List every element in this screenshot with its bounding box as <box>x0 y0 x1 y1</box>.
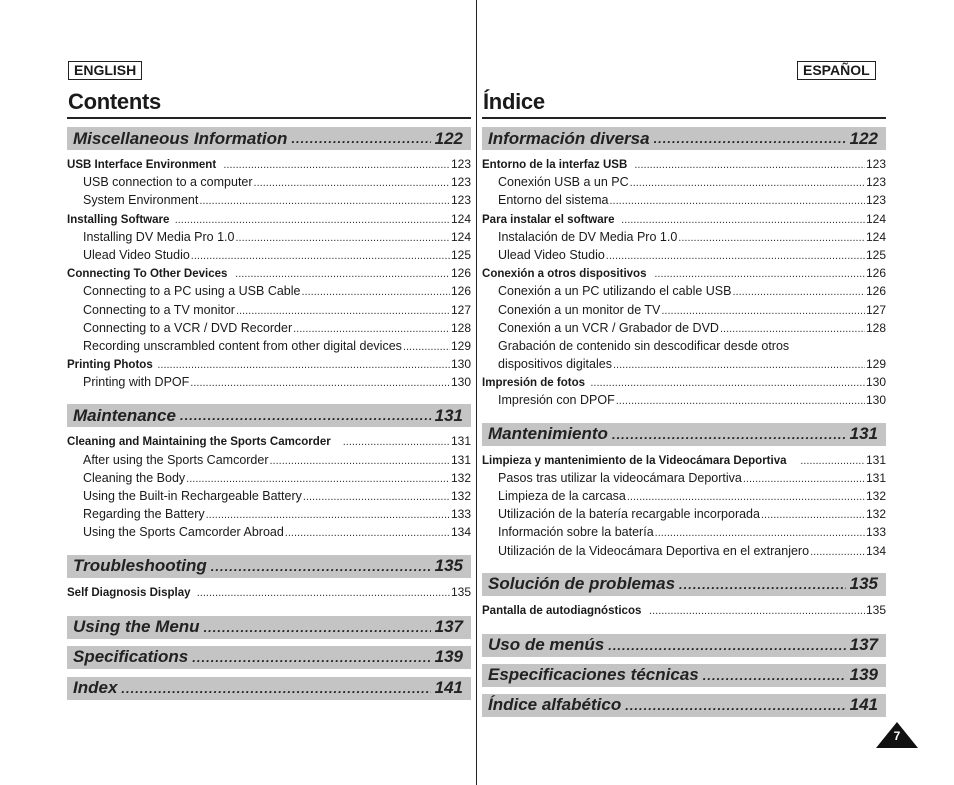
entry-title: Connecting to a PC using a USB Cable <box>83 284 301 299</box>
dot-leader <box>761 506 865 524</box>
toc-subentry[interactable] <box>67 191 471 209</box>
section-page: 135 <box>434 556 463 576</box>
toc-entry[interactable] <box>482 451 886 469</box>
entry-page: 127 <box>865 302 886 317</box>
dot-leader <box>175 211 450 229</box>
entry-title: Printing with DPOF <box>83 375 190 390</box>
toc-subentry[interactable] <box>67 282 471 300</box>
section-heading[interactable] <box>67 404 471 427</box>
spacer <box>67 669 471 677</box>
entry-page: 128 <box>450 320 471 335</box>
dot-leader <box>609 192 864 210</box>
entry-page: 135 <box>450 584 471 599</box>
dot-leader <box>612 427 846 442</box>
column-divider <box>476 0 477 785</box>
entry-page: 126 <box>865 284 886 299</box>
entry-title: Información sobre la batería <box>498 525 654 540</box>
toc-subentry[interactable] <box>482 228 886 246</box>
entry-page: 131 <box>865 470 886 485</box>
entry-title: Conexión a otros dispositivos <box>482 266 647 281</box>
entry-page: 123 <box>450 193 471 208</box>
spanish-toc <box>482 127 886 717</box>
entry-title: Recording unscrambled content from other digital devices <box>83 338 402 353</box>
heading-rule-english <box>67 117 471 119</box>
dot-leader <box>235 229 450 247</box>
entry-page: 124 <box>865 211 886 226</box>
spacer <box>67 639 471 646</box>
dot-leader <box>302 283 450 301</box>
section-title: Troubleshooting <box>73 556 207 576</box>
toc-subentry[interactable] <box>67 337 471 355</box>
entry-page: 128 <box>865 320 886 335</box>
entry-title: Conexión USB a un PC <box>498 175 629 190</box>
dot-leader <box>654 131 846 146</box>
spacer <box>482 624 886 634</box>
section-page: 139 <box>434 647 463 667</box>
indice-heading: Índice <box>483 89 545 114</box>
toc-entry[interactable] <box>482 264 886 282</box>
section-entries <box>482 150 886 415</box>
page-number: 7 <box>893 729 901 743</box>
toc-subentry[interactable] <box>67 505 471 523</box>
section-title: Miscellaneous Information <box>73 128 288 148</box>
entry-page: 125 <box>865 247 886 262</box>
dot-leader <box>235 265 450 283</box>
section-page: 131 <box>434 405 463 425</box>
section-title: Índice alfabético <box>488 695 622 715</box>
toc-subentry[interactable] <box>482 355 886 373</box>
entry-title: Impresión de fotos <box>482 375 586 390</box>
section-title: Especificaciones técnicas <box>488 665 699 685</box>
toc-subentry[interactable] <box>67 523 471 541</box>
section-heading[interactable] <box>482 127 886 150</box>
entry-title: Utilización de la Videocámara Deportiva en el extranjero <box>498 543 810 558</box>
section-entries <box>482 446 886 565</box>
dot-leader <box>186 470 450 488</box>
toc-subentry[interactable] <box>482 487 886 505</box>
section-title: Specifications <box>73 647 189 667</box>
toc-subentry[interactable] <box>67 228 471 246</box>
dot-leader <box>204 620 431 635</box>
entry-page: 130 <box>450 357 471 372</box>
entry-page: 129 <box>865 357 886 372</box>
contents-heading: Contents <box>68 89 161 114</box>
section-heading[interactable] <box>482 694 886 717</box>
toc-subentry[interactable] <box>482 191 886 209</box>
entry-title: Conexión a un PC utilizando el cable USB <box>498 284 732 299</box>
entry-title: Connecting To Other Devices <box>67 266 228 281</box>
dot-leader <box>293 320 450 338</box>
toc-subentry[interactable] <box>482 173 886 191</box>
dot-leader <box>613 356 865 374</box>
dot-leader <box>211 559 431 574</box>
dot-leader <box>621 211 865 229</box>
dot-leader <box>720 320 865 338</box>
section-page: 137 <box>434 617 463 637</box>
entry-page: 131 <box>450 434 471 449</box>
dot-leader <box>285 524 450 542</box>
spacer <box>67 606 471 616</box>
toc-subentry[interactable] <box>482 505 886 523</box>
entry-page: 132 <box>865 489 886 503</box>
dot-leader <box>634 156 865 174</box>
spacer <box>482 565 886 573</box>
spacer <box>67 396 471 404</box>
entry-page: 133 <box>865 525 886 540</box>
entry-page: 124 <box>450 211 471 226</box>
entry-title: Regarding the Battery <box>83 507 205 522</box>
section-title: Using the Menu <box>73 617 200 637</box>
spacer <box>482 687 886 694</box>
dot-leader <box>121 681 430 696</box>
section-page: 122 <box>849 128 878 148</box>
dot-leader <box>291 131 430 146</box>
toc-subentry[interactable] <box>67 173 471 191</box>
entry-title: USB connection to a computer <box>83 175 253 190</box>
entry-page: 124 <box>865 229 886 244</box>
entry-page: 129 <box>450 338 471 353</box>
entry-title: Limpieza y mantenimiento de la Videocámara Deportiva <box>482 452 787 467</box>
section-title: Mantenimiento <box>488 424 608 444</box>
entry-title: Conexión a un VCR / Grabador de DVD <box>498 320 719 335</box>
section-entries <box>482 596 886 624</box>
dot-leader <box>627 488 865 506</box>
entry-page: 130 <box>450 375 471 390</box>
dot-leader <box>223 156 450 174</box>
toc-subentry[interactable] <box>67 246 471 264</box>
toc-subentry[interactable] <box>482 542 886 560</box>
section-title: Index <box>73 678 118 698</box>
section-heading[interactable] <box>67 616 471 639</box>
toc-entry[interactable] <box>482 373 886 391</box>
section-page: 135 <box>849 574 878 594</box>
section-page: 141 <box>434 678 463 698</box>
entry-page: 130 <box>865 393 886 408</box>
section-title: Uso de menús <box>488 635 605 655</box>
section-entries <box>67 578 471 606</box>
section-heading[interactable] <box>67 646 471 669</box>
toc-subentry[interactable] <box>482 523 886 541</box>
entry-title: Ulead Video Studio <box>498 247 605 262</box>
dot-leader <box>608 638 845 653</box>
toc-subentry[interactable] <box>67 487 471 505</box>
toc-subentry[interactable] <box>67 469 471 487</box>
dot-leader <box>270 452 450 470</box>
entry-title: System Environment <box>83 193 199 208</box>
section-title: Información diversa <box>488 128 650 148</box>
section-page: 122 <box>434 128 463 148</box>
dot-leader <box>630 174 865 192</box>
entry-title: Installing DV Media Pro 1.0 <box>83 229 235 244</box>
entry-page: 135 <box>865 602 886 617</box>
dot-leader <box>303 488 450 506</box>
dot-leader <box>703 668 846 683</box>
toc-subentry[interactable] <box>67 373 471 391</box>
entry-page: 133 <box>450 507 471 522</box>
section-page: 131 <box>849 424 878 444</box>
dot-leader <box>199 192 450 210</box>
entry-title: Pasos tras utilizar la videocámara Deportiva <box>498 470 742 485</box>
section-page: 137 <box>849 635 878 655</box>
english-toc <box>67 127 471 700</box>
entry-title: Self Diagnosis Display <box>67 584 191 599</box>
entry-page: 134 <box>865 543 886 558</box>
dot-leader <box>606 247 865 265</box>
dot-leader <box>678 229 865 247</box>
entry-title: Printing Photos <box>67 357 153 372</box>
spacer <box>482 657 886 664</box>
heading-rule-spanish <box>482 117 886 119</box>
entry-page: 123 <box>865 193 886 208</box>
entry-page: 131 <box>450 452 471 467</box>
dot-leader <box>810 543 865 561</box>
dot-leader <box>616 392 865 410</box>
toc-subentry[interactable] <box>482 301 886 319</box>
entry-page: 123 <box>865 157 886 171</box>
entry-title: Para instalar el software <box>482 211 615 226</box>
toc-entry[interactable] <box>482 210 886 228</box>
dot-leader <box>206 506 450 524</box>
spacer <box>67 547 471 555</box>
entry-title: Entorno del sistema <box>498 193 609 208</box>
dot-leader <box>661 302 865 320</box>
section-heading[interactable] <box>67 677 471 700</box>
entry-title: Grabación de contenido sin descodificar desde otros <box>498 338 790 353</box>
section-page: 141 <box>849 695 878 715</box>
dot-leader <box>254 174 450 192</box>
dot-leader <box>649 602 865 620</box>
entry-page: 125 <box>450 247 471 262</box>
dot-leader <box>157 356 450 374</box>
entry-page: 132 <box>450 489 471 503</box>
entry-title: Cleaning and Maintaining the Sports Camcorder <box>67 434 331 449</box>
toc-subentry[interactable] <box>482 246 886 264</box>
section-heading[interactable] <box>482 573 886 596</box>
entry-title: USB Interface Environment <box>67 157 217 171</box>
entry-title: Connecting to a TV monitor <box>83 302 235 317</box>
toc-subentry[interactable] <box>482 319 886 337</box>
dot-leader <box>590 374 865 392</box>
entry-page: 124 <box>450 229 471 244</box>
entry-title: Conexión a un monitor de TV <box>498 302 661 317</box>
dot-leader <box>236 302 450 320</box>
entry-page: 127 <box>450 302 471 317</box>
entry-title: Using the Sports Camcorder Abroad <box>83 525 284 540</box>
section-title: Maintenance <box>73 405 176 425</box>
toc-subentry[interactable] <box>482 282 886 300</box>
toc-subentry[interactable] <box>67 451 471 469</box>
entry-page: 126 <box>865 266 886 281</box>
dot-leader <box>190 374 450 392</box>
entry-title: Entorno de la interfaz USB <box>482 157 628 171</box>
entry-page: 132 <box>450 470 471 485</box>
language-badge-spanish: ESPAÑOL <box>797 61 876 80</box>
entry-title: Ulead Video Studio <box>83 247 190 262</box>
entry-page: 130 <box>865 375 886 390</box>
entry-title: Pantalla de autodiagnósticos <box>482 602 642 617</box>
entry-page: 126 <box>450 284 471 299</box>
dot-leader <box>191 247 450 265</box>
section-heading[interactable] <box>67 555 471 578</box>
section-heading[interactable] <box>482 634 886 657</box>
entry-title: Using the Built-in Rechargeable Battery <box>83 489 302 503</box>
toc-subentry[interactable] <box>67 319 471 337</box>
dot-leader <box>403 338 450 356</box>
toc-subentry[interactable] <box>67 301 471 319</box>
entry-title: dispositivos digitales <box>498 357 612 372</box>
toc-subentry[interactable] <box>482 391 886 409</box>
toc-entry[interactable] <box>482 601 886 619</box>
language-badge-english: ENGLISH <box>68 61 142 80</box>
toc-entry[interactable] <box>67 264 471 282</box>
section-heading[interactable] <box>67 127 471 150</box>
entry-title: Limpieza de la carcasa <box>498 489 626 503</box>
entry-page: 123 <box>450 175 471 190</box>
entry-title: Connecting to a VCR / DVD Recorder <box>83 320 293 335</box>
entry-title: Cleaning the Body <box>83 470 186 485</box>
dot-leader <box>625 698 845 713</box>
dot-leader <box>800 452 865 470</box>
section-title: Solución de problemas <box>488 574 676 594</box>
section-entries <box>67 150 471 396</box>
toc-subentry[interactable] <box>482 337 886 355</box>
entry-title: Utilización de la batería recargable incorporada <box>498 507 760 522</box>
dot-leader <box>679 577 846 592</box>
section-entries <box>67 427 471 546</box>
dot-leader <box>654 265 865 283</box>
section-heading[interactable] <box>482 423 886 446</box>
dot-leader <box>655 524 865 542</box>
toc-entry[interactable] <box>67 210 471 228</box>
entry-page: 126 <box>450 266 471 281</box>
entry-title: Instalación de DV Media Pro 1.0 <box>498 229 678 244</box>
dot-leader <box>743 470 865 488</box>
section-page: 139 <box>849 665 878 685</box>
dot-leader <box>732 283 864 301</box>
dot-leader <box>343 433 450 451</box>
toc-entry[interactable] <box>67 583 471 601</box>
entry-page: 131 <box>865 452 886 467</box>
entry-title: Installing Software <box>67 211 170 226</box>
entry-page: 132 <box>865 507 886 522</box>
spacer <box>482 415 886 423</box>
entry-title: Impresión con DPOF <box>498 393 615 408</box>
toc-entry[interactable] <box>482 155 886 173</box>
entry-page: 134 <box>450 525 471 540</box>
toc-subentry[interactable] <box>482 469 886 487</box>
toc-entry[interactable] <box>67 355 471 373</box>
toc-entry[interactable] <box>67 432 471 450</box>
section-heading[interactable] <box>482 664 886 687</box>
entry-page: 123 <box>865 175 886 190</box>
entry-page: 123 <box>450 157 471 171</box>
toc-entry[interactable] <box>67 155 471 173</box>
dot-leader <box>180 408 431 423</box>
dot-leader <box>197 584 450 602</box>
entry-title: After using the Sports Camcorder <box>83 452 269 467</box>
dot-leader <box>192 650 430 665</box>
